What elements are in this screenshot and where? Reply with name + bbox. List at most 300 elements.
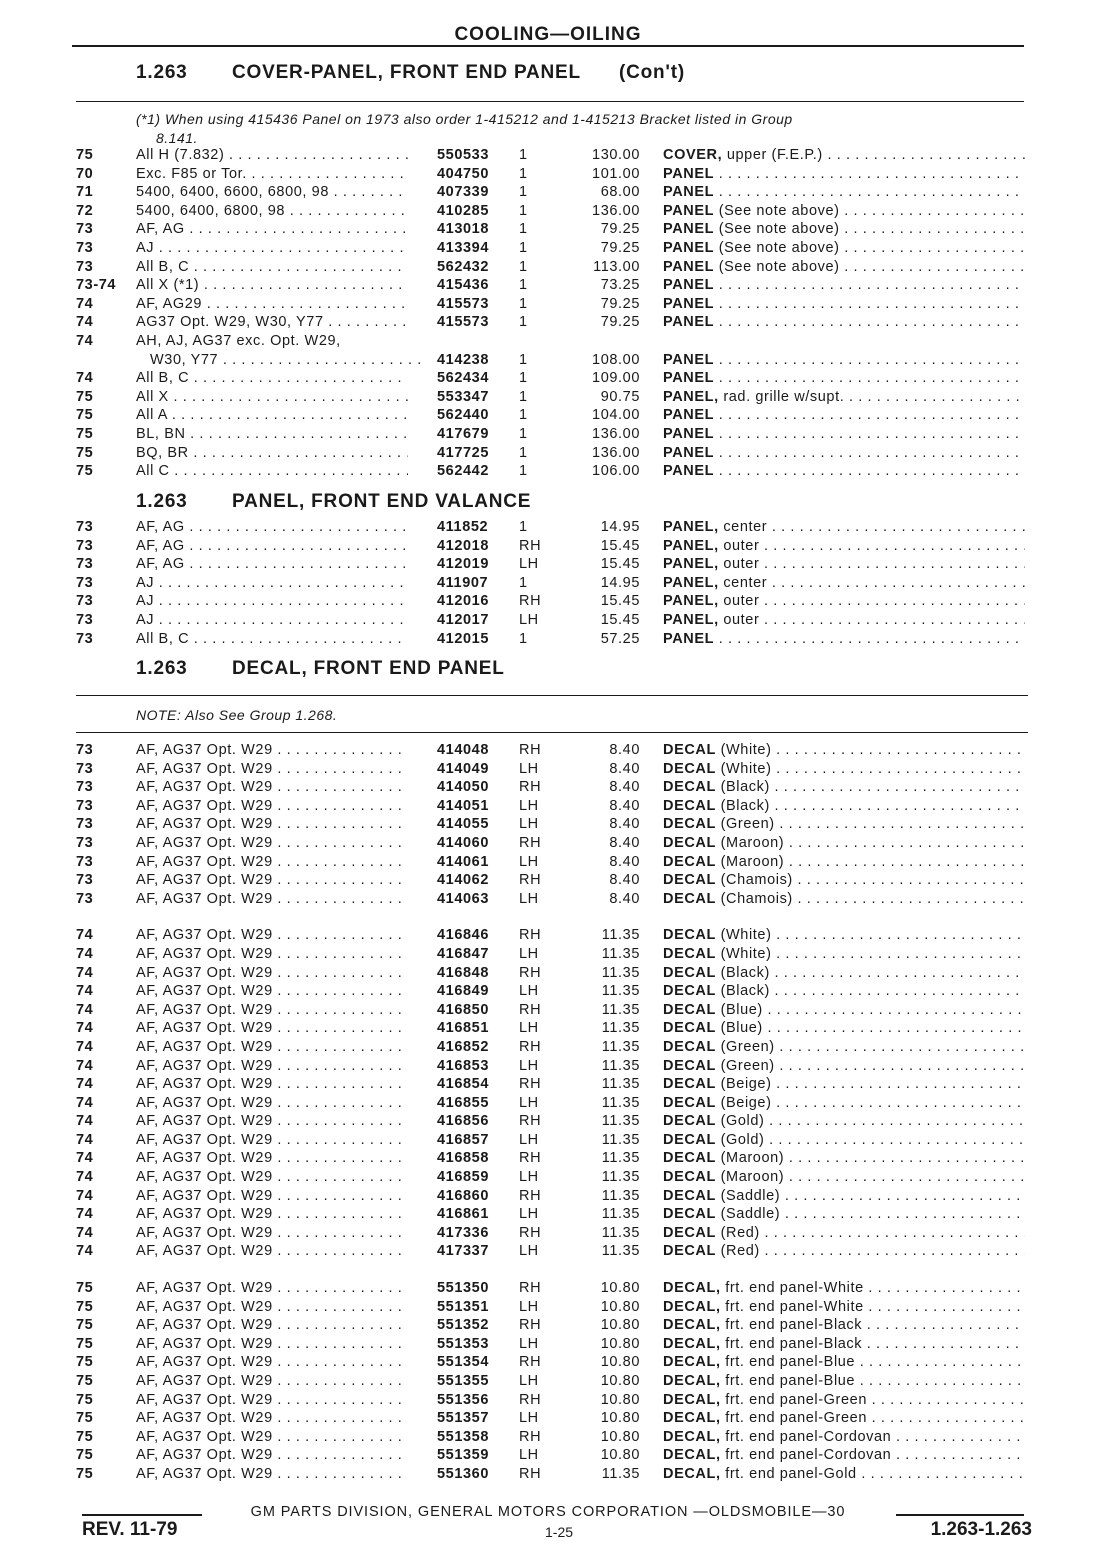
quantity-cell: 1 — [519, 277, 528, 294]
description-cell — [663, 1392, 1025, 1408]
quantity-cell: 1 — [519, 147, 528, 163]
description-detail: (Gold) — [715, 1113, 765, 1130]
application-cell: AF, AG37 Opt. W29 . . . — [136, 1076, 408, 1092]
table-row — [0, 927, 1096, 946]
description-detail: frt. end panel-Cordovan — [720, 1428, 892, 1445]
description-cell — [663, 1169, 1025, 1185]
quantity-cell: 1 — [519, 444, 528, 461]
description-cell — [663, 538, 1025, 554]
note-line: NOTE: Also See Group 1.268. — [136, 707, 338, 723]
quantity-cell: 1 — [519, 388, 528, 405]
description-keyword: PANEL — [663, 165, 715, 182]
description-cell — [663, 166, 1025, 182]
description-cell — [663, 1002, 1025, 1018]
price-cell: 73.25 — [600, 277, 640, 294]
table-row — [0, 575, 1096, 594]
description-cell — [663, 277, 1025, 293]
description-detail: outer — [718, 537, 760, 554]
table-row — [0, 1150, 1096, 1169]
table-row — [0, 407, 1096, 426]
application-cell: AF, AG37 Opt. W29 . . . — [136, 1225, 408, 1241]
description-cell — [663, 426, 1025, 442]
application-cell: BQ, BR . . . — [136, 445, 408, 461]
year-cell: 74 — [76, 1113, 94, 1130]
part-number-cell: 415573 — [437, 314, 489, 331]
description-cell — [663, 259, 1025, 275]
year-cell: 73 — [76, 519, 94, 535]
quantity-cell: RH — [519, 1224, 542, 1241]
description-detail: (Black) — [715, 964, 770, 981]
application-cell: AF, AG37 Opt. W29 . . . — [136, 927, 408, 943]
part-number-cell: 416853 — [437, 1057, 489, 1074]
quantity-cell: LH — [519, 816, 539, 833]
year-cell: 75 — [76, 463, 94, 480]
description-keyword: DECAL — [663, 834, 716, 851]
application-cell: AF, AG37 Opt. W29 . . . — [136, 1150, 408, 1166]
description-keyword: PANEL — [663, 407, 715, 424]
part-number-cell: 551354 — [437, 1354, 489, 1371]
year-cell: 75 — [76, 1298, 94, 1315]
description-detail: (See note above) — [714, 258, 840, 275]
year-cell: 74 — [76, 1224, 94, 1241]
description-cell — [663, 1076, 1025, 1092]
price-cell: 10.80 — [600, 1428, 640, 1445]
quantity-cell: LH — [519, 1169, 539, 1186]
description-detail: frt. end panel-Cordovan — [720, 1447, 892, 1464]
year-cell: 74 — [76, 1001, 94, 1018]
description-detail: (Green) — [715, 1038, 775, 1055]
description-cell — [663, 1150, 1025, 1166]
description-keyword: DECAL — [663, 1131, 716, 1148]
description-cell — [663, 240, 1025, 256]
description-detail: frt. end panel-Black — [720, 1317, 863, 1334]
description-keyword: DECAL — [663, 816, 716, 833]
table-row — [0, 835, 1096, 854]
description-cell — [663, 891, 1025, 907]
price-cell: 79.25 — [600, 221, 640, 238]
description-cell — [663, 872, 1025, 888]
year-cell: 73 — [76, 834, 94, 851]
table-row — [0, 389, 1096, 408]
part-number-cell: 551360 — [437, 1465, 489, 1482]
quantity-cell: LH — [519, 1447, 539, 1464]
price-cell: 136.00 — [592, 444, 640, 461]
price-cell: 136.00 — [592, 202, 640, 219]
year-cell: 75 — [76, 407, 94, 424]
description-keyword: PANEL — [663, 295, 715, 312]
application-cell: All A . . . — [136, 407, 408, 423]
description-keyword: PANEL — [663, 425, 715, 442]
description-cell — [663, 1058, 1025, 1074]
table-row — [0, 1466, 1096, 1485]
price-cell: 11.35 — [601, 1001, 640, 1018]
part-number-cell: 416846 — [437, 927, 489, 944]
description-detail: frt. end panel-White — [720, 1280, 864, 1297]
section-note — [136, 706, 337, 725]
part-number-cell: 551351 — [437, 1298, 489, 1315]
part-number-cell: 551353 — [437, 1335, 489, 1352]
application-cell: AF, AG . . . — [136, 556, 408, 572]
part-number-cell: 407339 — [437, 184, 489, 201]
quantity-cell: LH — [519, 760, 539, 777]
price-cell: 11.35 — [601, 1187, 640, 1204]
part-number-cell: 551358 — [437, 1428, 489, 1445]
price-cell: 15.45 — [600, 611, 640, 628]
quantity-cell: 1 — [519, 184, 528, 201]
description-keyword: DECAL — [663, 964, 716, 981]
price-cell: 11.35 — [601, 1169, 640, 1186]
year-cell: 75 — [76, 1391, 94, 1408]
description-keyword: PANEL — [663, 277, 715, 294]
quantity-cell: RH — [519, 1150, 542, 1167]
quantity-cell: LH — [519, 1057, 539, 1074]
part-number-cell: 414062 — [437, 872, 489, 889]
part-number-cell: 416854 — [437, 1076, 489, 1093]
price-cell: 11.35 — [601, 1076, 640, 1093]
table-row — [0, 1095, 1096, 1114]
section-title: PANEL, FRONT END VALANCE — [232, 491, 532, 512]
application-cell: AG37 Opt. W29, W30, Y77 . . . — [136, 314, 408, 330]
page-number: 1-25 — [545, 1524, 574, 1540]
year-cell: 73 — [76, 556, 94, 573]
description-detail: (Saddle) — [715, 1187, 781, 1204]
year-cell: 73 — [76, 630, 94, 647]
description-detail: (Maroon) — [715, 1169, 785, 1186]
part-number-cell: 550533 — [437, 147, 489, 163]
part-number-cell: 551356 — [437, 1391, 489, 1408]
part-number-cell: 551352 — [437, 1317, 489, 1334]
table-row — [0, 872, 1096, 891]
part-number-cell: 416849 — [437, 983, 489, 1000]
quantity-cell: RH — [519, 537, 542, 554]
description-cell — [663, 1317, 1025, 1333]
part-number-cell: 562442 — [437, 463, 489, 480]
quantity-cell: RH — [519, 927, 542, 944]
table-row — [0, 314, 1096, 333]
description-detail: (See note above) — [714, 239, 840, 256]
description-cell — [663, 983, 1025, 999]
price-cell: 68.00 — [600, 184, 640, 201]
year-cell: 75 — [76, 1447, 94, 1464]
description-keyword: DECAL, — [663, 1428, 721, 1445]
application-cell: AF, AG37 Opt. W29 . . . — [136, 1058, 408, 1074]
quantity-cell: RH — [519, 1465, 542, 1482]
year-cell: 73 — [76, 742, 94, 758]
description-detail: (Red) — [715, 1243, 760, 1260]
part-number-cell: 416847 — [437, 945, 489, 962]
price-cell: 79.25 — [600, 295, 640, 312]
part-number-cell: 416861 — [437, 1206, 489, 1223]
year-cell: 74 — [76, 1206, 94, 1223]
application-cell: AF, AG37 Opt. W29 . . . — [136, 798, 408, 814]
table-row — [0, 333, 1096, 352]
year-cell: 71 — [76, 184, 94, 201]
price-cell: 15.45 — [600, 556, 640, 573]
description-detail: (Gold) — [715, 1131, 765, 1148]
description-cell — [663, 761, 1025, 777]
quantity-cell: LH — [519, 983, 539, 1000]
description-keyword: DECAL, — [663, 1280, 721, 1297]
quantity-cell: LH — [519, 1335, 539, 1352]
description-keyword: PANEL — [663, 202, 715, 219]
part-number-cell: 416858 — [437, 1150, 489, 1167]
description-cell — [663, 296, 1025, 312]
year-cell: 74 — [76, 1150, 94, 1167]
table-row — [0, 184, 1096, 203]
description-keyword: PANEL, — [663, 519, 719, 535]
parts-table-decal — [0, 742, 1096, 1485]
price-cell: 11.35 — [601, 927, 640, 944]
description-cell — [663, 1280, 1025, 1296]
description-cell — [663, 221, 1025, 237]
description-detail: frt. end panel-Black — [720, 1335, 863, 1352]
description-cell — [663, 835, 1025, 851]
application-cell: AF, AG37 Opt. W29 . . . — [136, 779, 408, 795]
table-row — [0, 1243, 1096, 1262]
description-cell — [663, 203, 1025, 219]
part-number-cell: 416857 — [437, 1131, 489, 1148]
table-row — [0, 1113, 1096, 1132]
description-cell — [663, 1188, 1025, 1204]
quantity-cell: LH — [519, 1243, 539, 1260]
description-keyword: DECAL — [663, 742, 716, 758]
price-cell: 11.35 — [601, 1057, 640, 1074]
description-detail: frt. end panel-Green — [720, 1391, 867, 1408]
header-rule — [72, 45, 1024, 47]
year-cell: 74 — [76, 1020, 94, 1037]
price-cell: 10.80 — [600, 1447, 640, 1464]
description-cell — [663, 946, 1025, 962]
application-cell: AF, AG29 . . . — [136, 296, 408, 312]
application-cell: AF, AG37 Opt. W29 . . . — [136, 1392, 408, 1408]
application-cell: W30, Y77 . . . — [136, 352, 422, 368]
table-row — [0, 983, 1096, 1002]
application-cell: AF, AG37 Opt. W29 . . . — [136, 965, 408, 981]
year-cell: 74 — [76, 370, 94, 387]
description-keyword: DECAL — [663, 1243, 716, 1260]
application-cell: AJ . . . — [136, 593, 408, 609]
description-cell — [663, 1410, 1025, 1426]
description-detail: rad. grille w/supt. — [718, 388, 845, 405]
price-cell: 14.95 — [600, 519, 640, 535]
quantity-cell: RH — [519, 964, 542, 981]
application-cell: 5400, 6400, 6800, 98 . . . — [136, 203, 408, 219]
price-cell: 8.40 — [609, 779, 640, 796]
price-cell: 11.35 — [601, 1038, 640, 1055]
description-cell — [663, 519, 1025, 535]
description-cell — [663, 1095, 1025, 1111]
table-row — [0, 1188, 1096, 1207]
price-cell: 113.00 — [593, 258, 640, 275]
part-number-cell: 562432 — [437, 258, 489, 275]
part-number-cell: 416852 — [437, 1038, 489, 1055]
table-row — [0, 1132, 1096, 1151]
year-cell: 74 — [76, 1187, 94, 1204]
table-row — [0, 240, 1096, 259]
part-number-cell: 413394 — [437, 239, 489, 256]
description-cell — [663, 593, 1025, 609]
quantity-cell: 1 — [519, 202, 528, 219]
description-detail: (Beige) — [715, 1076, 772, 1093]
application-cell: AF, AG37 Opt. W29 . . . — [136, 1095, 408, 1111]
year-cell: 75 — [76, 1373, 94, 1389]
table-row — [0, 1225, 1096, 1244]
part-number-cell: 414060 — [437, 834, 489, 851]
application-cell: AF, AG37 Opt. W29 . . . — [136, 891, 408, 907]
table-row — [0, 370, 1096, 389]
year-cell: 74 — [76, 1057, 94, 1074]
application-cell: AH, AJ, AG37 exc. Opt. W29, — [136, 332, 341, 349]
application-cell: AF, AG37 Opt. W29 . . . — [136, 1206, 408, 1222]
year-cell: 73 — [76, 779, 94, 796]
quantity-cell: LH — [519, 1373, 539, 1389]
quantity-cell: 1 — [519, 258, 528, 275]
description-cell — [663, 965, 1025, 981]
section-heading-cover-panel — [136, 62, 685, 84]
description-keyword: DECAL — [663, 1057, 716, 1074]
application-cell: All B, C . . . — [136, 631, 408, 647]
part-number-cell: 415436 — [437, 277, 489, 294]
description-cell — [663, 184, 1025, 200]
table-row — [0, 612, 1096, 631]
quantity-cell: 1 — [519, 463, 528, 480]
description-detail: (Green) — [715, 816, 775, 833]
quantity-cell: 1 — [519, 314, 528, 331]
quantity-cell: 1 — [519, 425, 528, 442]
application-cell: AF, AG37 Opt. W29 . . . — [136, 1410, 408, 1426]
part-number-cell: 410285 — [437, 202, 489, 219]
application-cell: Exc. F85 or Tor. . . . — [136, 166, 408, 182]
quantity-cell: RH — [519, 1076, 542, 1093]
table-row — [0, 259, 1096, 278]
description-keyword: PANEL, — [663, 556, 719, 573]
description-keyword: DECAL — [663, 1020, 716, 1037]
table-row — [0, 1002, 1096, 1021]
description-detail: (Black) — [715, 779, 770, 796]
part-number-cell: 412016 — [437, 593, 489, 610]
description-cell — [663, 798, 1025, 814]
year-cell: 75 — [76, 1335, 94, 1352]
description-keyword: DECAL, — [663, 1447, 721, 1464]
price-cell: 11.35 — [601, 1465, 640, 1482]
quantity-cell: 1 — [519, 370, 528, 387]
quantity-cell: 1 — [519, 295, 528, 312]
price-cell: 106.00 — [592, 463, 640, 480]
description-cell — [663, 147, 1025, 163]
table-row — [0, 742, 1096, 761]
description-keyword: PANEL, — [663, 537, 719, 554]
description-keyword: DECAL — [663, 779, 716, 796]
description-cell — [663, 389, 1025, 405]
part-number-cell: 414048 — [437, 742, 489, 758]
description-detail: (See note above) — [714, 202, 840, 219]
part-number-cell: 415573 — [437, 295, 489, 312]
description-keyword: DECAL — [663, 1206, 716, 1223]
section-note — [136, 110, 793, 147]
price-cell: 14.95 — [600, 574, 640, 591]
description-cell — [663, 1299, 1025, 1315]
description-cell — [663, 612, 1025, 628]
year-cell: 75 — [76, 147, 94, 163]
description-cell — [663, 927, 1025, 943]
description-keyword: PANEL — [663, 221, 715, 238]
application-cell: AF, AG . . . — [136, 221, 408, 237]
application-cell: AF, AG37 Opt. W29 . . . — [136, 1299, 408, 1315]
application-cell: All X (*1) . . . — [136, 277, 408, 293]
application-cell: AF, AG37 Opt. W29 . . . — [136, 1243, 408, 1259]
price-cell: 10.80 — [600, 1354, 640, 1371]
table-row — [0, 1206, 1096, 1225]
description-keyword: DECAL — [663, 1187, 716, 1204]
application-cell: AJ . . . — [136, 612, 408, 628]
price-cell: 10.80 — [600, 1391, 640, 1408]
quantity-cell: LH — [519, 1410, 539, 1427]
part-number-cell: 414061 — [437, 853, 489, 870]
part-number-cell: 417679 — [437, 425, 489, 442]
quantity-cell: 1 — [519, 165, 528, 182]
application-cell: AF, AG . . . — [136, 538, 408, 554]
application-cell: AF, AG37 Opt. W29 . . . — [136, 1466, 408, 1482]
price-cell: 11.35 — [601, 964, 640, 981]
price-cell: 79.25 — [600, 239, 640, 256]
year-cell: 74 — [76, 927, 94, 944]
description-keyword: DECAL — [663, 890, 716, 907]
description-keyword: DECAL, — [663, 1410, 721, 1427]
year-cell: 73 — [76, 872, 94, 889]
table-row — [0, 1392, 1096, 1411]
description-keyword: DECAL, — [663, 1317, 721, 1334]
description-detail: frt. end panel-White — [720, 1298, 864, 1315]
year-cell: 75 — [76, 1428, 94, 1445]
quantity-cell: RH — [519, 593, 542, 610]
table-row — [0, 556, 1096, 575]
application-cell: AF, AG37 Opt. W29 . . . — [136, 983, 408, 999]
quantity-cell: LH — [519, 1020, 539, 1037]
description-detail: (White) — [715, 927, 772, 944]
application-cell: AF, AG37 Opt. W29 . . . — [136, 1373, 408, 1389]
part-number-cell: 416860 — [437, 1187, 489, 1204]
description-detail: (Saddle) — [715, 1206, 781, 1223]
price-cell: 11.35 — [601, 1094, 640, 1111]
year-cell: 72 — [76, 202, 94, 219]
application-cell: AF, AG37 Opt. W29 . . . — [136, 816, 408, 832]
description-keyword: PANEL, — [663, 388, 719, 405]
table-row — [0, 1410, 1096, 1429]
application-cell: AF, AG37 Opt. W29 . . . — [136, 1188, 408, 1204]
price-cell: 10.80 — [600, 1280, 640, 1297]
price-cell: 108.00 — [592, 351, 640, 368]
price-cell: 8.40 — [609, 890, 640, 907]
price-cell: 109.00 — [592, 370, 640, 387]
application-cell: AF, AG37 Opt. W29 . . . — [136, 1002, 408, 1018]
part-number-cell: 551355 — [437, 1373, 489, 1389]
table-row — [0, 965, 1096, 984]
application-cell: AF, AG37 Opt. W29 . . . — [136, 1429, 408, 1445]
description-cell — [663, 1225, 1025, 1241]
description-keyword: DECAL, — [663, 1335, 721, 1352]
price-cell: 11.35 — [601, 1020, 640, 1037]
year-cell: 73 — [76, 890, 94, 907]
table-row — [0, 1299, 1096, 1318]
description-keyword: PANEL — [663, 630, 715, 647]
description-detail: upper (F.E.P.) — [722, 147, 823, 163]
part-number-cell: 414063 — [437, 890, 489, 907]
footer-text: GM PARTS DIVISION, GENERAL MOTORS CORPORATION —OLDSMOBILE—30 — [250, 1504, 846, 1520]
quantity-cell: RH — [519, 872, 542, 889]
description-detail: (Blue) — [715, 1020, 763, 1037]
application-cell: All X . . . — [136, 389, 408, 405]
description-keyword: PANEL, — [663, 611, 719, 628]
